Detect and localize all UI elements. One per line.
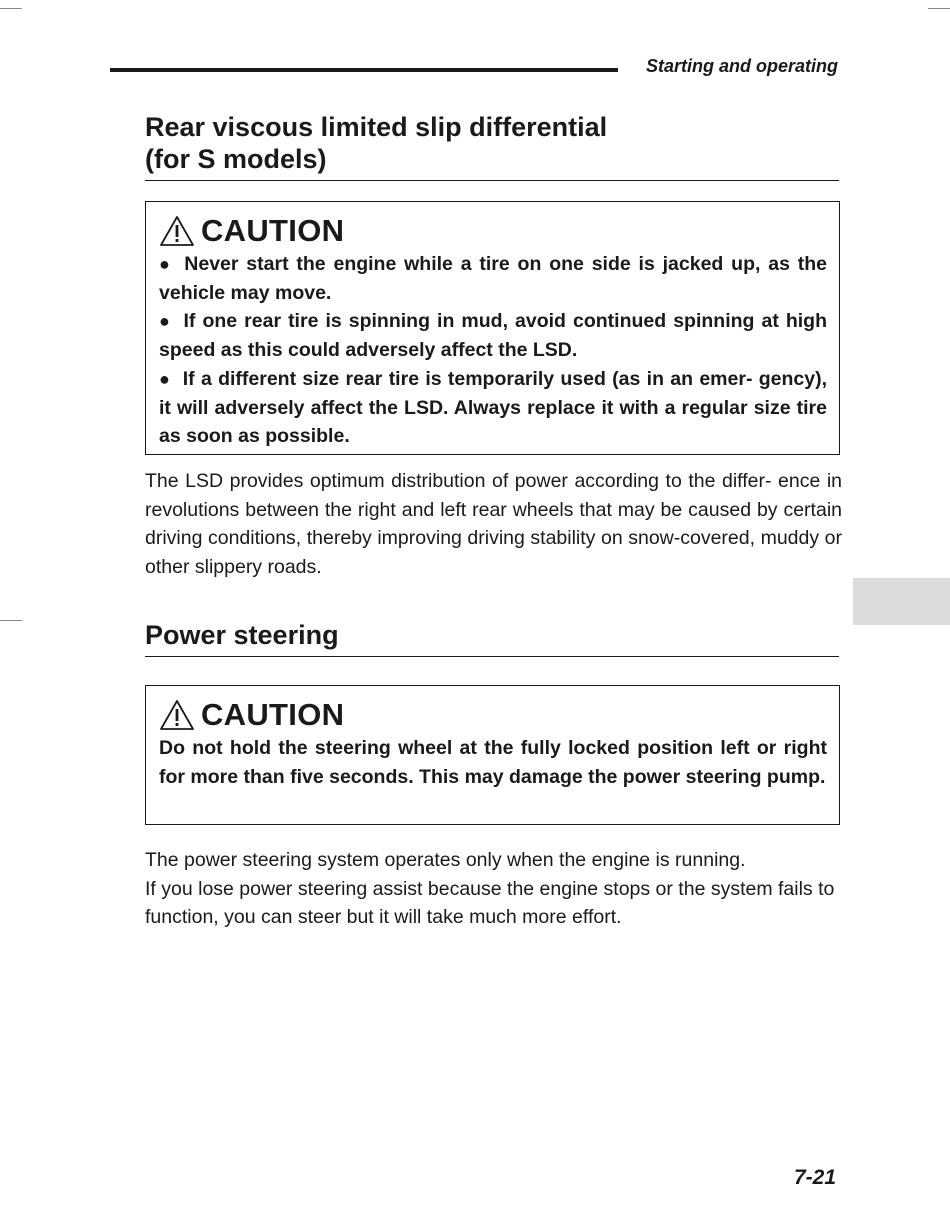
- caution-label: CAUTION: [201, 697, 345, 732]
- section-title-line: (for S models): [145, 144, 327, 174]
- running-header: Starting and operating: [645, 56, 838, 76]
- section-title-line: Rear viscous limited slip differential: [145, 112, 608, 142]
- caution-header: [159, 214, 827, 248]
- warning-triangle-icon: [159, 215, 195, 247]
- caution-header: [159, 698, 827, 732]
- crop-mark: [928, 8, 950, 9]
- caution-bullet-text: If a different size rear tire is temporarily used (as in an emer- gency), it will adversely affect the LSD. Always replace it with a regular size tire as soon as possible.: [159, 367, 827, 448]
- caution-text: Do not hold the steering wheel at the fully locked position left or right for more than five seconds. This may damage the power steering pump.: [159, 737, 827, 788]
- crop-mark: [0, 8, 22, 9]
- body-line: If you lose power steering assist because the engine stops or the system fails to function, you can steer but it will take much more effort.: [145, 877, 835, 929]
- caution-bullet-text: If one rear tire is spinning in mud, avoid continued spinning at high speed as this could adversely affect the LSD.: [159, 310, 827, 362]
- caution-label: CAUTION: [201, 213, 345, 248]
- crop-mark: [0, 620, 22, 621]
- body-paragraph-power-steering: [145, 846, 842, 932]
- section-title-lsd: [145, 111, 839, 181]
- body-paragraph-lsd: The LSD provides optimum distribution of power according to the differ- ence in revolutions between the right and left rear wheels that may be caused by certain driving conditions, thereby improving driving stability on snow-covered, muddy or other slippery roads.: [145, 470, 842, 579]
- body-line: The power steering system operates only when the engine is running.: [145, 849, 746, 871]
- bullet-icon: ●: [159, 311, 172, 332]
- caution-bullet-text: Never start the engine while a tire on one side is jacked up, as the vehicle may move.: [159, 253, 827, 304]
- chapter-tab: [853, 578, 950, 625]
- bullet-icon: ●: [159, 254, 173, 274]
- caution-bullet: [159, 307, 827, 364]
- caution-box-lsd: [145, 201, 840, 455]
- caution-bullet: [159, 250, 827, 307]
- page-number: 7-21: [793, 1166, 836, 1189]
- caution-bullet: [159, 365, 827, 451]
- bullet-icon: ●: [159, 368, 171, 389]
- header-rule: [110, 68, 618, 72]
- section-title-power-steering: Power steering: [145, 619, 839, 657]
- caution-box-power-steering: [145, 685, 840, 825]
- warning-triangle-icon: [159, 699, 195, 731]
